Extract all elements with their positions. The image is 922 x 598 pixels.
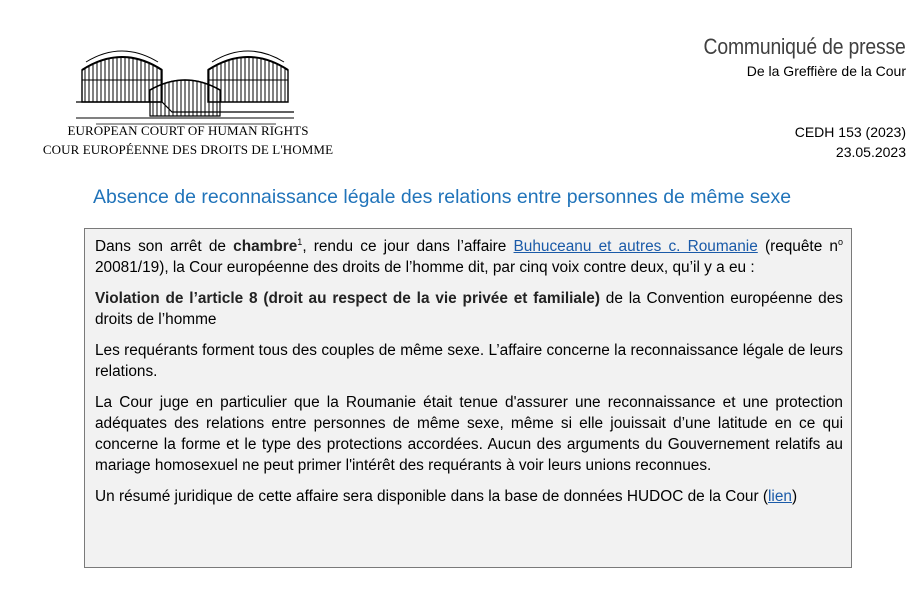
summary-paragraph-intro: Dans son arrêt de chambre$^1$, rendu ce jour dans l’affaire Buhuceanu et autres c. Roumanie (requête $n^o$ 20081/19), la Cour européenne des droits de l’homme dit, par cinq voix contre deux, qu’il y a eu : bbox=[95, 237, 843, 276]
summary-paragraph-violation: Violation de l’article 8 (droit au respect de la vie privée et familiale) de la Convention européenne des droits de l’homme bbox=[95, 290, 843, 328]
court-name-english: EUROPEAN COURT OF HUMAN RIGHTS bbox=[67, 123, 309, 138]
summary-paragraph-facts: Les requérants forment tous des couples de même sexe. L’affaire concerne la reconnaissance légale de leurs relations. bbox=[95, 342, 843, 380]
court-building-logo-icon bbox=[76, 40, 294, 126]
summary-paragraph-ruling: La Cour juge en particulier que la Roumanie était tenue d'assurer une reconnaissance et une protection adéquates des relations entre personnes de même sexe, même si elle jouissait d’une latitude en ce qui concerne la forme et le type des protections accordées. Aucun des arguments du Gouvernement relatifs au mariage homosexuel ne peut primer l'intérêt des requérants à voir leurs unions reconnues. bbox=[95, 394, 843, 474]
headline: Absence de reconnaissance légale des relations entre personnes de même sexe bbox=[93, 186, 792, 208]
judgment-type: chambre bbox=[233, 238, 298, 255]
press-release-title: Communiqué de presse bbox=[703, 34, 906, 59]
press-release-subtitle: De la Greffière de la Cour bbox=[746, 63, 906, 79]
summary-box bbox=[84, 228, 852, 568]
reference-number: CEDH 153 (2023) bbox=[794, 124, 906, 140]
reference-block bbox=[795, 122, 906, 162]
release-date: 23.05.2023 bbox=[835, 144, 906, 160]
footnote-marker: 1 bbox=[297, 237, 303, 247]
violation-title: Violation de l’article 8 (droit au respect de la vie privée et familiale) bbox=[95, 290, 600, 307]
summary-paragraph-hudoc: Un résumé juridique de cette affaire sera disponible dans la base de données HUDOC de la Cour (lien) bbox=[95, 488, 798, 505]
court-name-french: COUR EUROPÉENNE DES DROITS DE L'HOMME bbox=[42, 142, 334, 157]
hudoc-link[interactable]: lien bbox=[768, 488, 792, 505]
case-link[interactable]: Buhuceanu et autres c. Roumanie bbox=[513, 238, 758, 255]
